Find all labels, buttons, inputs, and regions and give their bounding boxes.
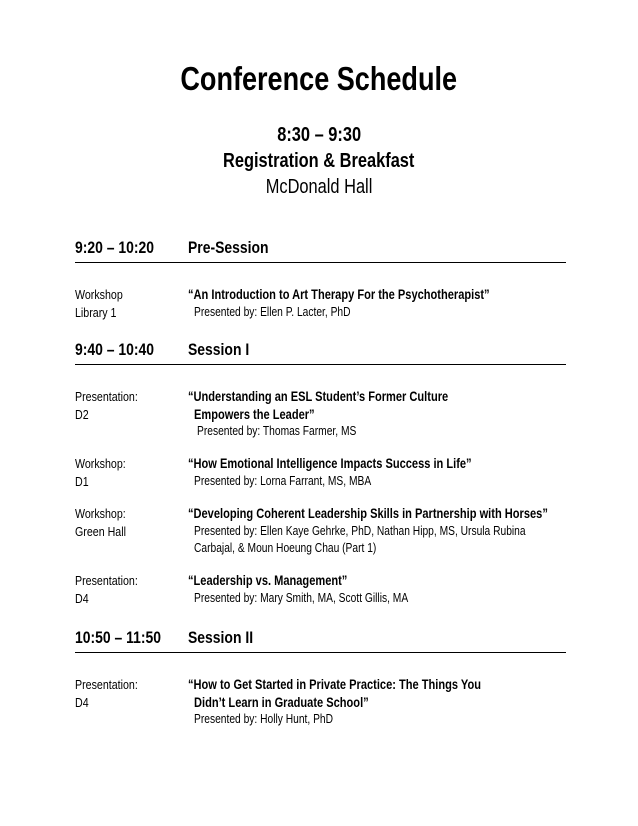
section-divider bbox=[75, 652, 566, 653]
entry-type: Presentation: bbox=[75, 389, 138, 404]
page-title: Conference Schedule bbox=[180, 60, 458, 97]
entry-title: “Developing Coherent Leadership Skills in Partnership with Horses” bbox=[188, 506, 548, 521]
entry-room: D2 bbox=[75, 406, 89, 422]
entry-room: Library 1 bbox=[75, 304, 117, 320]
entry-title: “An Introduction to Art Therapy For the Psychotherapist” bbox=[188, 287, 490, 302]
entry-presenter: Carbajal, & Moun Hoeung Chau (Part 1) bbox=[194, 541, 377, 555]
registration-time: 8:30 – 9:30 bbox=[277, 124, 361, 146]
entry-title: Didn’t Learn in Graduate School” bbox=[194, 694, 369, 710]
registration-location: McDonald Hall bbox=[265, 176, 373, 198]
entry-talk bbox=[188, 388, 566, 441]
entry-title: “How Emotional Intelligence Impacts Success in Life” bbox=[188, 456, 472, 471]
entry-talk bbox=[188, 572, 566, 607]
entry-talk bbox=[188, 505, 566, 558]
entry-type: Presentation: bbox=[75, 573, 138, 588]
entry-title: “Leadership vs. Management” bbox=[188, 573, 348, 588]
entry-title: “Understanding an ESL Student’s Former Culture bbox=[188, 389, 449, 404]
entry-type: Workshop: bbox=[75, 506, 126, 521]
entry-room: Green Hall bbox=[75, 523, 126, 539]
section-time: 9:20 – 10:20 bbox=[75, 238, 155, 257]
entry-presenter: Presented by: Ellen P. Lacter, PhD bbox=[194, 304, 351, 319]
entry-type: Workshop: bbox=[75, 456, 126, 471]
entry-presenter: Presented by: Ellen Kaye Gehrke, PhD, Nathan Hipp, MS, Ursula Rubina bbox=[194, 523, 526, 538]
entry-title: Empowers the Leader” bbox=[194, 406, 315, 422]
section-name: Pre-Session bbox=[188, 238, 269, 257]
entry-title: “How to Get Started in Private Practice: The Things You bbox=[188, 677, 482, 692]
entry-type: Workshop bbox=[75, 287, 123, 302]
section-name: Session I bbox=[188, 340, 250, 359]
entry-presenter: Presented by: Holly Hunt, PhD bbox=[194, 712, 334, 726]
section-divider bbox=[75, 364, 566, 365]
registration-label: Registration & Breakfast bbox=[223, 150, 415, 172]
section-divider bbox=[75, 262, 566, 263]
entry-talk bbox=[188, 455, 566, 490]
entry-room: D1 bbox=[75, 473, 89, 489]
entry-room: D4 bbox=[75, 694, 89, 710]
section-name: Session II bbox=[188, 628, 254, 647]
entry-presenter: Presented by: Lorna Farrant, MS, MBA bbox=[194, 473, 372, 488]
entry-talk bbox=[188, 676, 566, 729]
section-time: 9:40 – 10:40 bbox=[75, 340, 155, 359]
section-time: 10:50 – 11:50 bbox=[75, 628, 162, 647]
entry-type: Presentation: bbox=[75, 677, 138, 692]
entry-presenter: Presented by: Thomas Farmer, MS bbox=[197, 424, 357, 438]
entry-talk bbox=[188, 286, 566, 321]
entry-presenter: Presented by: Mary Smith, MA, Scott Gillis, MA bbox=[194, 590, 409, 605]
entry-room: D4 bbox=[75, 590, 89, 606]
